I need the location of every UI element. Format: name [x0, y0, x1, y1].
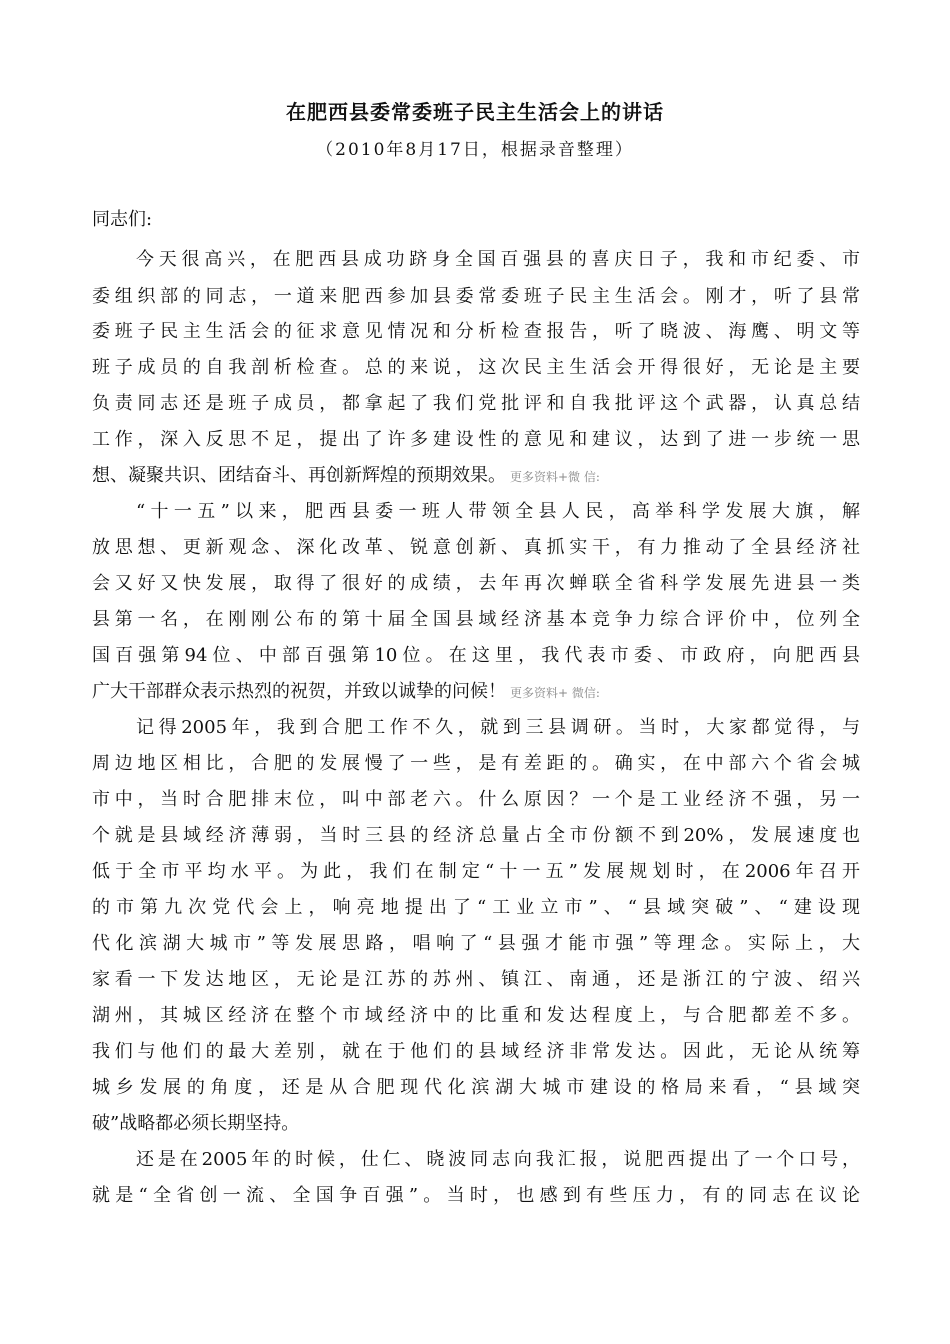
- paragraph-line: 代化滨湖大城市”等发展思路，唱响了“县强才能市强”等理念。实际上，大: [92, 933, 860, 954]
- paragraph-line: 的市第九次党代会上，响亮地提出了“工业立市”、“县域突破”、“建设现: [92, 897, 860, 918]
- paragraph-line: 今天很高兴，在肥西县成功跻身全国百强县的喜庆日子，我和市纪委、市: [136, 249, 860, 270]
- paragraph-line: 工作，深入反思不足，提出了许多建设性的意见和建议，达到了进一步统一思: [92, 429, 860, 450]
- document-title: 在肥西县委常委班子民主生活会上的讲话: [286, 100, 664, 124]
- paragraph-line: 低于全市平均水平。为此，我们在制定“十一五”发展规划时，在2006年召开: [92, 861, 860, 882]
- paragraph-line: 委班子民主生活会的征求意见情况和分析检查报告，听了晓波、海鹰、明文等: [92, 321, 860, 342]
- paragraph-line: 国百强第94位、中部百强第10位。在这里，我代表市委、市政府，向肥西县: [92, 645, 860, 666]
- paragraph-line: 个就是县域经济薄弱，当时三县的经济总量占全市份额不到20%，发展速度也: [92, 825, 860, 846]
- paragraph-text: 想、凝聚共识、团结奋斗、再创新辉煌的预期效果。: [92, 465, 506, 486]
- paragraph-line: 负责同志还是班子成员，都拿起了我们党批评和自我批评这个武器，认真总结: [92, 393, 860, 414]
- paragraph-line: 周边地区相比，合肥的发展慢了一些，是有差距的。确实，在中部六个省会城: [92, 753, 860, 774]
- paragraph-line: 记得2005年，我到合肥工作不久，就到三县调研。当时，大家都觉得，与: [136, 717, 860, 738]
- paragraph-text: 广大干部群众表示热烈的祝贺，并致以诚挚的问候！: [92, 681, 506, 702]
- paragraph-line: 委组织部的同志，一道来肥西参加县委常委班子民主生活会。刚才，听了县常: [92, 286, 860, 307]
- paragraph-line: 家看一下发达地区，无论是江苏的苏州、镇江、南通，还是浙江的宁波、绍兴: [92, 969, 860, 990]
- greeting: 同志们:: [92, 209, 153, 230]
- paragraph-line: 放思想、更新观念、深化改革、锐意创新、真抓实干，有力推动了全县经济社: [92, 537, 860, 558]
- paragraph-line-last: 破”战略都必须长期坚持。: [92, 1113, 300, 1134]
- paragraph-line: 市中，当时合肥排末位，叫中部老六。什么原因？一个是工业经济不强，另一: [92, 789, 860, 810]
- document-subtitle: （2010年8月17日，根据录音整理）: [316, 140, 634, 160]
- paragraph-line-last: [92, 464, 860, 488]
- paragraph-line: 城乡发展的角度，还是从合肥现代化滨湖大城市建设的格局来看，“县域突: [92, 1077, 860, 1098]
- paragraph-line-last: [92, 680, 860, 704]
- watermark-note: 更多资料+微 信:: [510, 470, 600, 484]
- paragraph-line: 就是“全省创一流、全国争百强”。当时，也感到有些压力，有的同志在议论: [92, 1185, 860, 1206]
- paragraph-line: “十一五”以来，肥西县委一班人带领全县人民，高举科学发展大旗，解: [136, 501, 860, 522]
- paragraph-line: 县第一名，在刚刚公布的第十届全国县域经济基本竞争力综合评价中，位列全: [92, 609, 860, 630]
- watermark-note: 更多资料+ 微信:: [510, 686, 600, 700]
- paragraph-line: 湖州，其城区经济在整个市域经济中的比重和发达程度上，与合肥都差不多。: [92, 1005, 860, 1026]
- paragraph-line: 我们与他们的最大差别，就在于他们的县域经济非常发达。因此，无论从统筹: [92, 1041, 860, 1062]
- paragraph-line: 班子成员的自我剖析检查。总的来说，这次民主生活会开得很好，无论是主要: [92, 357, 860, 378]
- paragraph-line: 还是在2005年的时候，仕仁、晓波同志向我汇报，说肥西提出了一个口号，: [136, 1149, 860, 1170]
- paragraph-line: 会又好又快发展，取得了很好的成绩，去年再次蝉联全省科学发展先进县一类: [92, 573, 860, 594]
